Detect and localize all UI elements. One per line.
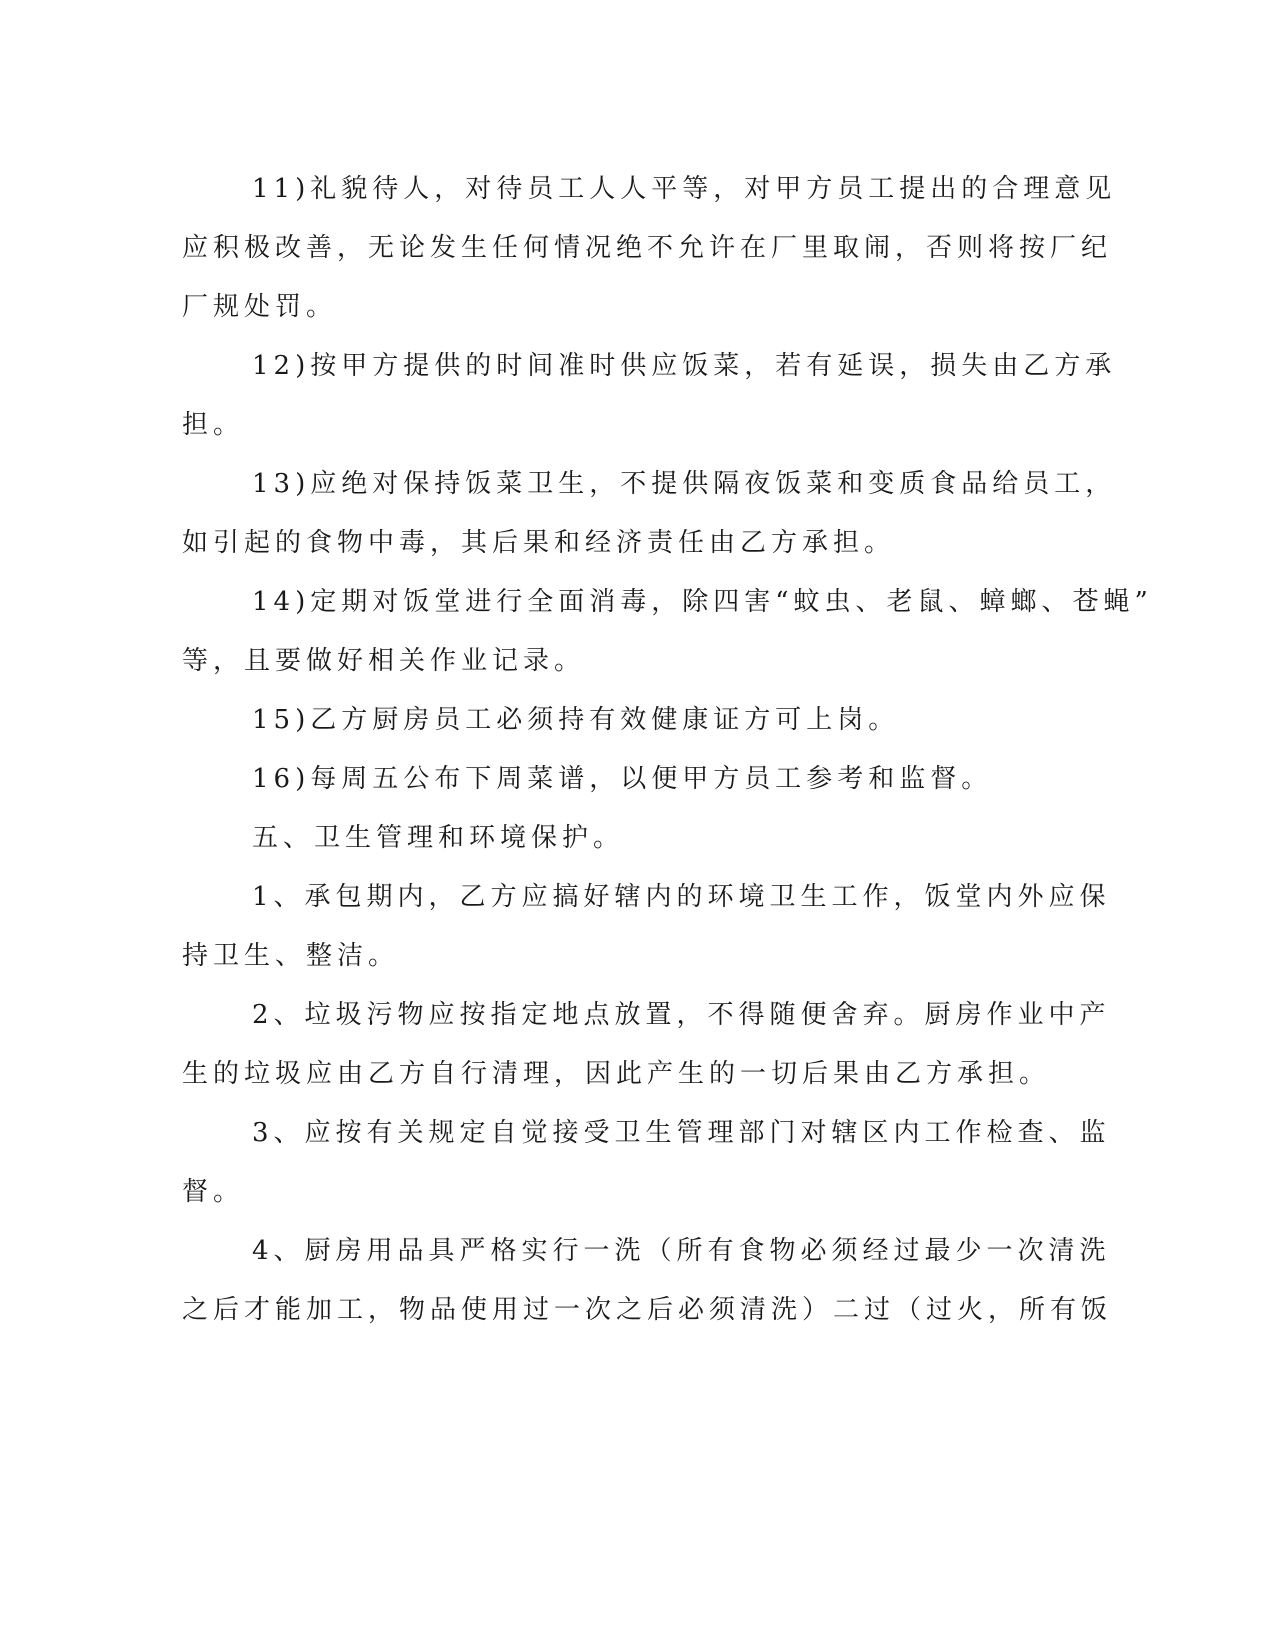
paragraph-14-line-2: 等，且要做好相关作业记录。 [182, 646, 586, 676]
item-1-line-1: 1、承包期内，乙方应搞好辖内的环境卫生工作，饭堂内外应保 [252, 882, 1111, 912]
item-2-line-2: 生的垃圾应由乙方自行清理，因此产生的一切后果由乙方承担。 [182, 1059, 1051, 1089]
paragraph-13-line-1: 13)应绝对保持饭菜卫生，不提供隔夜饭菜和变质食品给员工， [252, 469, 1117, 499]
item-3-line-1: 3、应按有关规定自觉接受卫生管理部门对辖区内工作检查、监 [252, 1118, 1111, 1148]
paragraph-13-line-2: 如引起的食物中毒，其后果和经济责任由乙方承担。 [182, 528, 896, 558]
paragraph-16: 16)每周五公布下周菜谱，以便甲方员工参考和监督。 [252, 764, 993, 794]
item-4-line-1: 4、厨房用品具严格实行一洗（所有食物必须经过最少一次清洗 [252, 1236, 1111, 1266]
item-3-line-2: 督。 [182, 1177, 245, 1207]
item-2-line-1: 2、垃圾污物应按指定地点放置，不得随便舍弃。厨房作业中产 [252, 1000, 1111, 1030]
paragraph-12-line-1: 12)按甲方提供的时间准时供应饭菜，若有延误，损失由乙方承 [252, 351, 1117, 381]
paragraph-11-line-3: 厂规处罚。 [182, 292, 338, 322]
section-heading-5: 五、卫生管理和环境保护。 [252, 823, 625, 853]
paragraph-15: 15)乙方厨房员工必须持有效健康证方可上岗。 [252, 705, 900, 735]
document-body [182, 160, 1153, 1340]
paragraph-12-line-2: 担。 [182, 410, 245, 440]
paragraph-14-line-1: 14)定期对饭堂进行全面消毒，除四害“蚊虫、老鼠、蟑螂、苍蝇” [252, 587, 1153, 617]
paragraph-11-line-1: 11)礼貌待人，对待员工人人平等，对甲方员工提出的合理意见 [252, 174, 1117, 204]
item-1-line-2: 持卫生、整洁。 [182, 941, 400, 971]
item-4-line-2: 之后才能加工，物品使用过一次之后必须清洗）二过（过火，所有饭 [182, 1295, 1113, 1325]
paragraph-11-line-2: 应积极改善，无论发生任何情况绝不允许在厂里取闹，否则将按厂纪 [182, 233, 1113, 263]
